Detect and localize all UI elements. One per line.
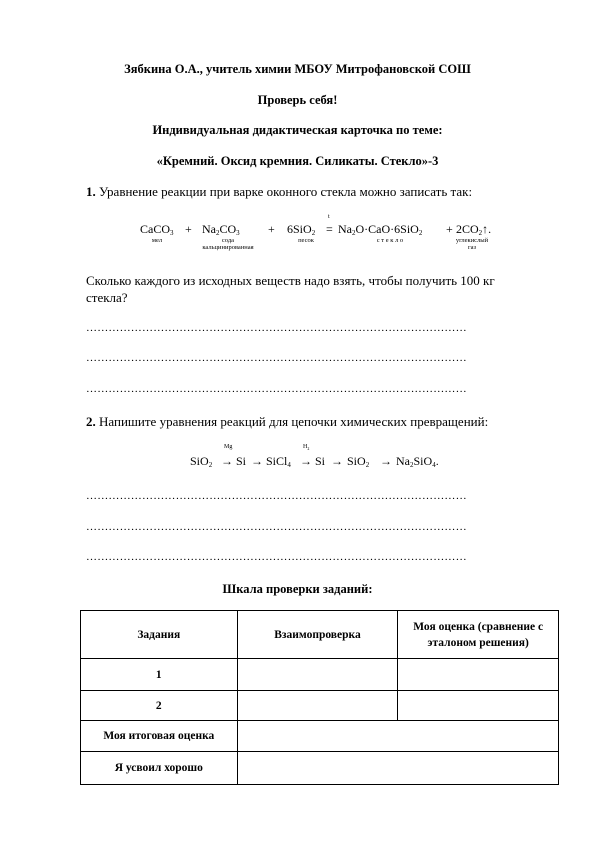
chain-na2sio4: $Na_2SiO_4$. <box>396 454 439 469</box>
answer-line: ………………………………………………………………………………………… <box>86 490 467 502</box>
reactant-na2co3-label: сода кальцинированная <box>202 237 254 251</box>
final-grade-row <box>81 721 559 752</box>
arrow-icon: → <box>221 454 233 468</box>
final-grade-label: Моя итоговая оценка <box>81 721 238 752</box>
table-row <box>81 659 559 691</box>
arrow-icon: → <box>380 454 392 468</box>
reactant-caco3-label: мел <box>151 237 163 244</box>
answer-line: ………………………………………………………………………………………… <box>86 521 467 533</box>
chain-reagent-h2: $H_2$ <box>303 444 310 452</box>
reactant-sio2-label: песок <box>298 237 314 244</box>
learned-row <box>81 752 559 785</box>
task2-number: 2. <box>86 414 96 429</box>
task2-text: Напишите уравнения реакций для цепочки химических превращений: <box>99 414 489 429</box>
answer-line: ………………………………………………………………………………………… <box>86 352 467 364</box>
task1-question: Сколько каждого из исходных веществ надо взять, чтобы получить 100 кг стекла? <box>86 273 495 305</box>
product-glass: $Na_2O\cdot CaO\cdot 6SiO_2$ <box>338 222 423 237</box>
task1-number: 1. <box>86 184 96 199</box>
answer-line: ………………………………………………………………………………………… <box>86 322 467 334</box>
table-header-row <box>81 611 559 659</box>
product-co2-label: углекислый газ <box>455 237 489 251</box>
chain-si: Si <box>315 454 326 468</box>
card-title: Индивидуальная дидактическая карточка по теме: <box>152 123 443 137</box>
task-number-cell: 2 <box>81 691 238 721</box>
reactant-caco3: CaCO$_3$ <box>140 222 174 237</box>
plus-sign: + <box>185 222 192 236</box>
task-number-cell: 1 <box>81 659 238 691</box>
scale-title: Шкала проверки заданий: <box>222 582 373 596</box>
answer-line: ………………………………………………………………………………………… <box>86 383 467 395</box>
arrow-icon: → <box>331 454 343 468</box>
answer-line: ………………………………………………………………………………………… <box>86 551 467 563</box>
plus-sign: + <box>268 222 275 236</box>
task2-statement <box>86 413 526 430</box>
author-line: Зябкина О.А., учитель химии МБОУ Митрофановской СОШ <box>124 62 471 76</box>
learned-cell[interactable] <box>237 752 558 785</box>
peer-check-cell[interactable] <box>237 659 398 691</box>
self-grade-cell[interactable] <box>398 691 559 721</box>
self-grade-cell[interactable] <box>398 659 559 691</box>
header-tasks: Задания <box>81 611 238 659</box>
header-peer-check: Взаимопроверка <box>237 611 398 659</box>
subtitle: Проверь себя! <box>257 93 338 107</box>
arrow-icon: → <box>300 454 312 468</box>
equals-sign: = <box>326 222 333 236</box>
arrow-icon: → <box>251 454 263 468</box>
topic-title: «Кремний. Оксид кремния. Силикаты. Стекло»-3 <box>156 154 439 168</box>
scale-table <box>80 610 559 785</box>
header-self-grade: Моя оценка (сравнение с эталоном решения) <box>398 611 559 659</box>
task1-statement <box>86 183 526 200</box>
product-glass-label: с т е к л о <box>376 237 404 244</box>
table-row <box>81 691 559 721</box>
chain-reagent-mg: Mg <box>224 444 233 450</box>
learned-label: Я усвоил хорошо <box>81 752 238 785</box>
reactant-na2co3: $Na_2CO_3$ <box>202 222 240 237</box>
peer-check-cell[interactable] <box>237 691 398 721</box>
chain-sio2: SiO$_2$ <box>347 454 370 469</box>
heating-mark: t <box>328 214 330 220</box>
final-grade-cell[interactable] <box>237 721 558 752</box>
task1-text: Уравнение реакции при варке оконного стекла можно записать так: <box>99 184 473 199</box>
chain-sicl4: SiCl$_4$ <box>266 454 291 469</box>
product-co2: $2CO_2↑$. <box>456 222 492 237</box>
reactant-sio2: 6SiO$_2$ <box>287 222 316 237</box>
chain-si: Si <box>236 454 247 468</box>
plus-sign: + <box>446 222 453 236</box>
chain-sio2: SiO$_2$ <box>190 454 213 469</box>
